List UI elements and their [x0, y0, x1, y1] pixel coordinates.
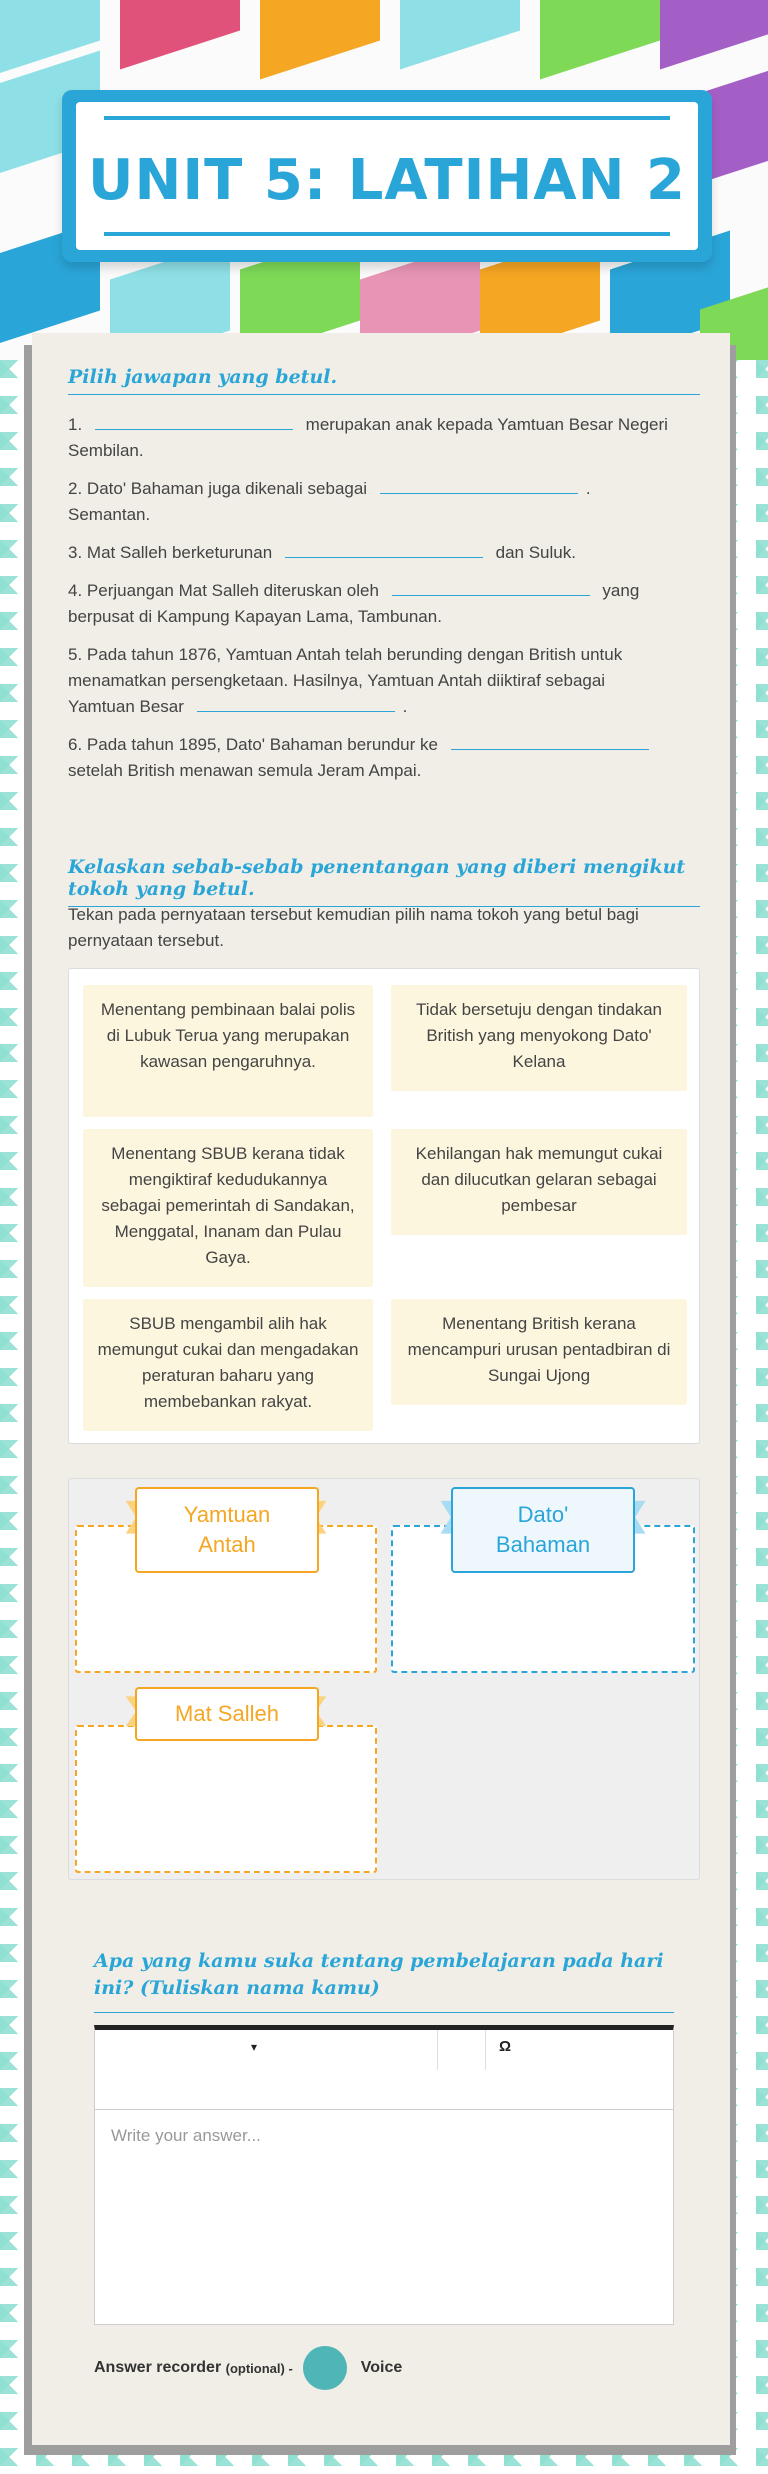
answer-placeholder[interactable]: Write your answer...	[111, 2126, 261, 2145]
question-text: Yamtuan Besar	[68, 697, 184, 716]
voice-label: Voice	[360, 2359, 403, 2376]
question-5	[68, 642, 700, 720]
question-6	[68, 732, 700, 784]
question-text: berpusat di Kampung Kapayan Lama, Tambunan.	[68, 607, 442, 626]
question-text: setelah British menawan semula Jeram Ampai.	[68, 761, 422, 780]
question-text: merupakan anak kepada Yamtuan Besar Negeri	[305, 415, 668, 434]
question-text: .	[585, 479, 591, 498]
omega-icon[interactable]: Ω	[499, 2038, 512, 2055]
header-stripe	[660, 0, 768, 69]
answer-blank-1[interactable]	[95, 412, 293, 430]
section3-title: Apa yang kamu suka tentang pembelajaran pada hari ini? (Tuliskan nama kamu)	[94, 1948, 674, 2013]
target-label-line: Dato'	[517, 1502, 569, 1527]
recorder-optional: (optional) -	[225, 2360, 293, 2376]
statement-card[interactable]: SBUB mengambil alih hak memungut cukai dan mengadakan peraturan baharu yang membebankan rakyat.	[83, 1299, 373, 1431]
question-number: 3.	[68, 543, 83, 562]
question-text: Perjuangan Mat Salleh diteruskan oleh	[86, 581, 379, 600]
header-banner	[0, 0, 768, 360]
statement-card[interactable]: Tidak bersetuju dengan tindakan British yang menyokong Dato' Kelana	[391, 985, 687, 1091]
question-1	[68, 412, 700, 464]
header-stripe	[540, 0, 660, 79]
question-2	[68, 476, 700, 528]
answer-blank-3[interactable]	[285, 540, 483, 558]
header-stripe	[120, 0, 240, 69]
title-rule-bottom	[104, 232, 670, 236]
question-text: Semantan.	[68, 505, 151, 524]
question-text: Pada tahun 1895, Dato' Bahaman berundur ke	[86, 735, 438, 754]
question-text: yang	[602, 581, 640, 600]
answer-recorder	[94, 2346, 402, 2390]
toolbar-divider	[437, 2030, 438, 2070]
record-button[interactable]	[303, 2346, 347, 2390]
statement-card[interactable]: Kehilangan hak memungut cukai dan dilucutkan gelaran sebagai pembesar	[391, 1129, 687, 1235]
statement-cards-container	[68, 968, 700, 1444]
answer-blank-4[interactable]	[392, 578, 590, 596]
header-stripe	[400, 0, 520, 69]
question-3	[68, 540, 700, 566]
answer-blank-2[interactable]	[380, 476, 578, 494]
answer-blank-6[interactable]	[451, 732, 649, 750]
question-number: 5.	[68, 645, 83, 664]
question-text: Pada tahun 1876, Yamtuan Antah telah berunding dengan British untuk	[86, 645, 623, 664]
toolbar-divider	[485, 2030, 486, 2070]
drop-zone-mat-salleh[interactable]	[75, 1725, 377, 1873]
answer-editor	[94, 2025, 674, 2325]
question-text: .	[402, 697, 408, 716]
section2-instruction: Tekan pada pernyataan tersebut kemudian pilih nama tokoh yang betul bagi pernyataan tersebut.	[68, 905, 639, 950]
editor-toolbar	[95, 2030, 673, 2110]
question-number: 6.	[68, 735, 83, 754]
title-card	[62, 90, 712, 262]
target-label-line: Yamtuan	[183, 1502, 271, 1527]
statement-card[interactable]: Menentang British kerana mencampuri urusan pentadbiran di Sungai Ujong	[391, 1299, 687, 1405]
question-text: Mat Salleh berketurunan	[86, 543, 273, 562]
target-label-mat-salleh: Mat Salleh	[135, 1687, 319, 1741]
question-text: Dato' Bahaman juga dikenali sebagai	[86, 479, 368, 498]
answer-blank-5[interactable]	[197, 694, 395, 712]
section1-title: Pilih jawapan yang betul.	[68, 366, 700, 395]
question-number: 1.	[68, 415, 83, 434]
chevron-down-icon[interactable]: ▾	[251, 2040, 258, 2054]
page-title: UNIT 5: LATIHAN 2	[88, 148, 686, 213]
target-label-dato-bahaman	[451, 1487, 635, 1573]
question-4	[68, 578, 700, 630]
header-stripe	[260, 0, 380, 79]
section2-title: Kelaskan sebab-sebab penentangan yang diberi mengikut tokoh yang betul.	[68, 856, 700, 907]
target-label-line: Bahaman	[495, 1532, 591, 1557]
target-label-line: Antah	[198, 1532, 256, 1557]
question-number: 2.	[68, 479, 83, 498]
question-text: menamatkan persengketaan. Hasilnya, Yamtuan Antah diiktiraf sebagai	[68, 671, 606, 690]
question-number: 4.	[68, 581, 83, 600]
question-text: Sembilan.	[68, 441, 144, 460]
statement-card[interactable]: Menentang pembinaan balai polis di Lubuk Terua yang merupakan kawasan pengaruhnya.	[83, 985, 373, 1117]
title-rule-top	[104, 116, 670, 120]
statement-card[interactable]: Menentang SBUB kerana tidak mengiktiraf kedudukannya sebagai pemerintah di Sandakan, Menggatal, Inanam dan Pulau Gaya.	[83, 1129, 373, 1287]
title-card-inner	[76, 102, 698, 250]
target-label-yamtuan-antah	[135, 1487, 319, 1573]
recorder-label: Answer recorder	[94, 2359, 222, 2376]
drop-targets-container	[68, 1478, 700, 1880]
question-text: dan Suluk.	[495, 543, 576, 562]
